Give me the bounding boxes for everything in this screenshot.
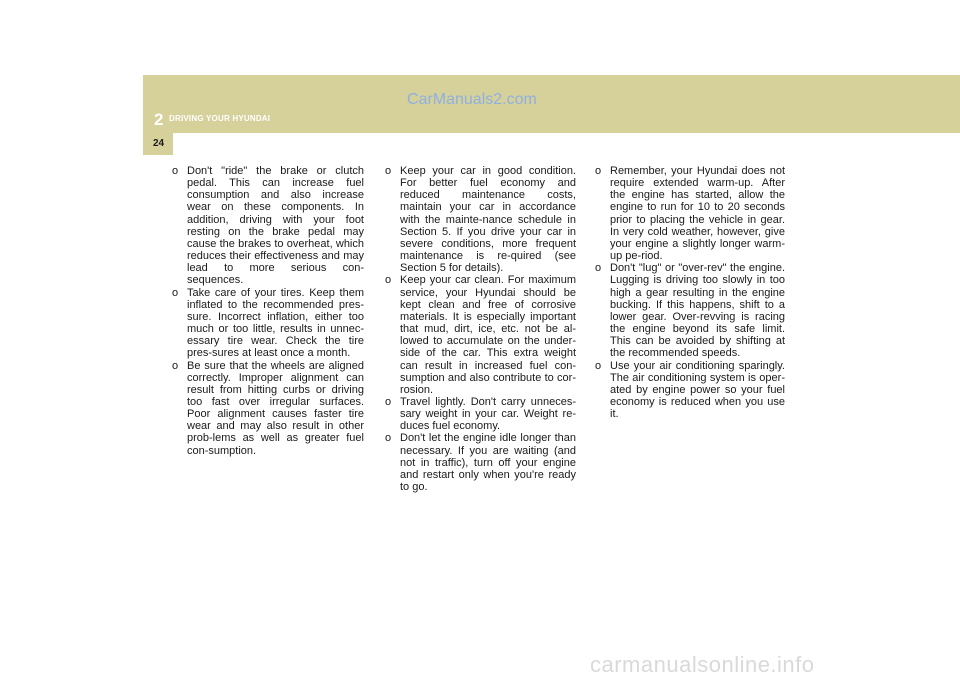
list-item [595,165,785,262]
bullet-marker: o [385,274,392,287]
list-item-text: Don't let the engine idle longer than necessary. If you are waiting (and not in traffic), turn off your engine and restart only when you're ready to go. [400,432,576,494]
footer-watermark: carmanualsonline.info [590,652,815,677]
text-column-2 [385,165,576,493]
chapter-number: 2 [154,110,164,129]
list-item-text: Take care of your tires. Keep them inflated to the recommended pres-sure. Incorrect inflation, either too much or too little, results in unnec-essary tire wear. Check the tire pres-sures at least once a month. [187,286,364,360]
bullet-marker: o [172,286,179,299]
chapter-title: DRIVING YOUR HYUNDAI [169,114,271,123]
list-item-text: Keep your car in good condition. For better fuel economy and reduced maintenance costs, maintain your car in accordance with the mainte-nance schedule in Section 5. If you drive your car in severe conditions, more frequent maintenance is re-quired (see Section 5 for details). [400,165,576,275]
list-item [385,165,576,274]
list-item-text: Use your air conditioning sparingly. The air conditioning system is oper-ated by engine power so your fuel economy is reduced when you use it. [610,359,785,421]
list-item [385,396,576,432]
list-item [595,360,785,421]
list-item [595,262,785,359]
text-column-3 [595,165,785,420]
bullet-marker: o [595,359,602,372]
list-item-text: Travel lightly. Don't carry unneces-sary weight in your car. Weight re-duces fuel economy. [400,395,576,433]
list-item [172,165,364,287]
list-item-text: Don't "lug" or "over-rev" the engine. Lugging is driving too slowly in too high a gear resulting in the engine bucking. If this happens, shift to a lower gear. Over-revving is racing the engine beyond its safe limit. This can be avoided by shifting at the recommended speeds. [610,262,785,360]
bullet-marker: o [595,165,602,177]
list-item-text: Be sure that the wheels are aligned correctly. Improper alignment can result from hitting curbs or driving too fast over irregular surfaces. Poor alignment causes faster tire wear and may also result in other prob-lems as well as greater fuel con-sumption. [187,359,364,457]
list-item [385,432,576,493]
list-item-text: Remember, your Hyundai does not require extended warm-up. After the engine has started, allow the engine to run for 10 to 20 seconds prior to placing the vehicle in gear. In very cold weather, however, give your engine a slightly longer warm-up pe-riod. [610,165,785,263]
bullet-marker: o [385,165,392,177]
list-item [385,274,576,396]
list-item-text: Don't "ride" the brake or clutch pedal. This can increase fuel consumption and also increase wear on these components. In addition, driving with your foot resting on the brake pedal may cause the brakes to overheat, which reduces their effectiveness and may lead to more serious con-sequences. [187,165,364,287]
list-item [172,287,364,360]
text-column-1 [172,165,364,457]
bullet-marker: o [385,395,392,408]
list-item-text: Keep your car clean. For maximum service, your Hyundai should be kept clean and free of corrosive materials. It is especially important that mud, dirt, ice, etc. not be al-lowed to accumulate on the under-side of the car. This extra weight can result in increased fuel con-sumption and also contribute to cor-rosion. [400,274,576,396]
bullet-marker: o [172,359,179,372]
bullet-marker: o [385,432,392,445]
bullet-marker: o [595,262,602,275]
page-number: 24 [153,138,165,149]
bullet-marker: o [172,165,179,177]
list-item [172,360,364,457]
chapter-header-band [143,75,960,133]
site-link[interactable]: CarManuals2.com [407,91,537,108]
